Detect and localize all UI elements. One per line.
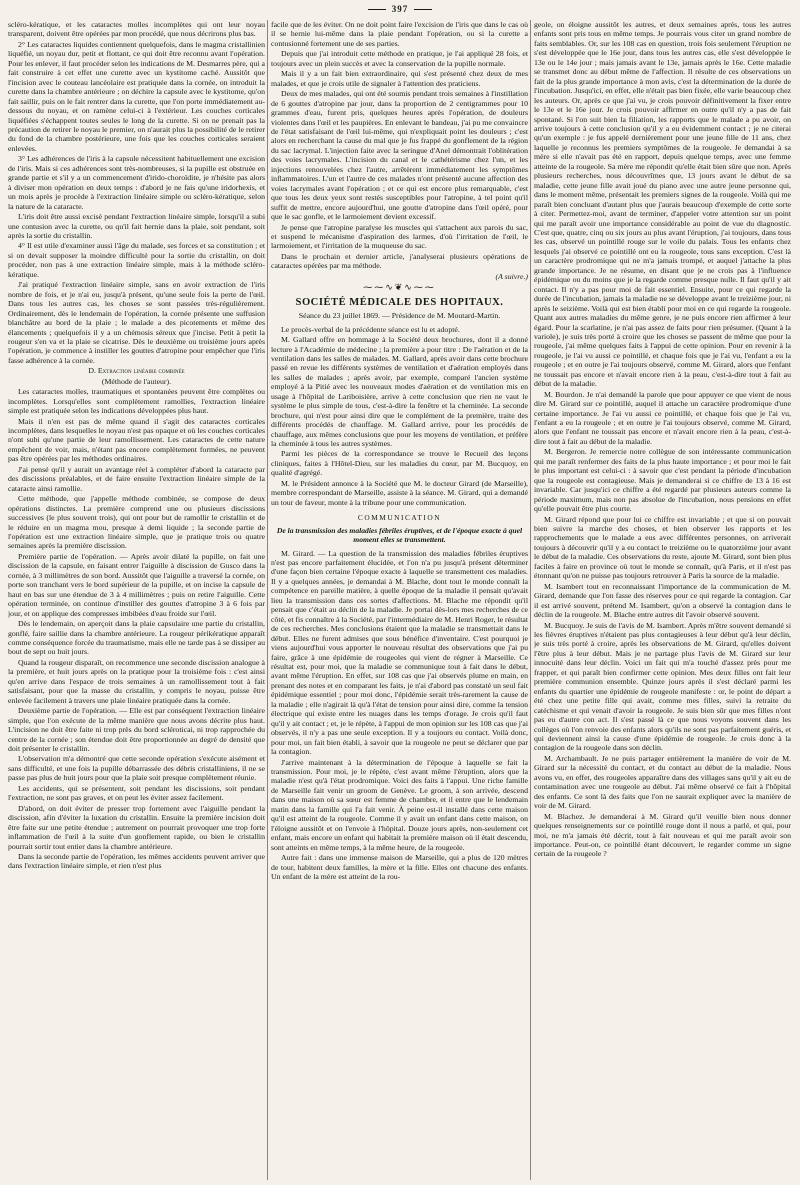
paragraph: M. Blachez. Je demanderai à M. Girard qu'il veuille bien nous donner quelques renseignements sur ce pointillé rouge dont il nous a parlé, et qui, pour moi, ne m'a jamais été décrit, tout à fait nouveau et qui me paraît avoir son importance. Peut-on, ce pointillé étant découvert, le regarder comme un signe certain de la rougeole ?	[534, 811, 791, 859]
communication-title: De la transmission des maladies fébriles éruptives, et de l'époque exacte à quel moment elles se transmettent.	[276, 525, 523, 545]
paragraph: Deux de mes malades, qui ont été soumis pendant trois semaines à l'instillation de 6 gouttes d'atropine par jour, dans la proportion de 2 centigrammes pour 10 grammes d'eau, furent pris, quelques heures après l'opération, de douleurs violentes dans l'œil et les paupières. En enlevant le bandeau, j'ai pu me convaincre de l'état satisfaisant de l'œil lui-même, qui n'expliquait point les douleurs ; c'est alors en recherchant la cause du mal que je fus frappé du gonflement de la région du sac lacrymal. L'injection faite avec la seringue d'Anel démontrait l'oblitération des voies lacrymales. L'incision du canal et le cathétérisme chez l'un, et les injections renouvelées chez l'autre, arrêtèrent immédiatement les symptômes inflammatoires. L'un et l'autre de ces malades n'ont présenté aucune affection des voies lacrymales avant l'opération ; et ce qui est encore plus remarquable, c'est que tous les deux yeux sont restés susceptibles pour l'atropine, à tel point qu'il suffit de mettre, encore aujourd'hui, une goutte d'atropine dans l'œil opéré, pour que le sac gonfle, et le larmoiement devient excessif.	[271, 89, 528, 222]
folio-rule-left	[368, 9, 386, 10]
paragraph: M. Bourdon. Je n'ai demandé la parole que pour appuyer ce que vient de nous dire M. Girard sur ce pointillé, auquel il attache un caractère prodromique d'une certaine importance. Je l'ai vu aussi ce pointillé, et chaque fois que je l'ai vu, l'enfant a eu la rougeole ; et en outre je l'ai toujours observé, comme M. Girard, alors que l'enfant ne toussait pas encore et n'avait encore rien à la peau, c'est-à-dire tout à fait au début de la maladie.	[534, 389, 791, 446]
paragraph: scléro-kératique, et les cataractes molles incomplètes qui ont leur noyau transparent, doivent être opérées par mon procédé, que nous décrirons plus bas.	[8, 20, 265, 39]
paragraph: geole, on éloigne aussitôt les autres, et deux semaines après, tous les autres enfants sont pris tous en même temps. Je pourrais vous citer un grand nombre de faits semblables. Or, sur les 108 cas en question, trois fois seulement l'éruption ne s'est développée que le 16e jour, dans tous les autres cas, elle s'est développée le 13e ou le 14e jour ; mais jamais avant le 13e, jamais après le 16e. Cette maladie se transmet donc au début même de l'affection. Il résulte de ces observations un fait de la plus grande importance à mon avis, c'est la détermination de la durée de l'incubation. Jusqu'ici, en effet, elle n'était pas bien fixée, elle varie beaucoup chez les auteurs. Or, après ce que j'ai vu, je crois pouvoir définitivement la fixer entre le 13e et le 16e jour. Je crois pouvoir affirmer en outre qu'il n'y a pas de fait spontané. Si l'on suit bien la filiation, les rapports que le malade a pu avoir, on arrive toujours à cette conclusion qu'il y a eu évidemment contact ; je ne citerai qu'un exemple : je fus appelé dernièrement pour une jeune fille de 11 ans, chez laquelle je reconnus les premiers symptômes de la rougeole. Je demandai à sa mère si elle n'avait pas été en rapport, depuis quelque temps, avec une femme atteinte de la rougeole. Sa mère me répondit qu'elle était bien sûre que non. Après plusieurs recherches, nous découvrîmes que, 13 jours avant le début de sa maladie, cette jeune fille avait joué du piano avec une autre jeune personne qui, dans le moment même, présentait les premiers signes de la rougeole. Voilà qui me paraît bien concluant d'autant plus que j'aurais beaucoup d'exemple de cette sorte à citer. Permettez-moi, avant de terminer, d'appeler votre attention sur un point qui me paraît avoir une importance considérable au point de vue du diagnostic. C'est que, quatre, cinq ou six jours au plus avant l'éruption, j'ai toujours, dans tous les cas, observé un pointillé rouge sur le voile du palais. Tous les enfants chez lesquels j'ai observé ce pointillé ont eu la rougeole, tous sans exception. C'est là un caractère prodromique qui ne m'a jamais trompé, et auquel j'attache la plus grande importance. Je ne résume, en disant que je ne crois pas à l'influence épidémique ou du moins que je la regarde comme presque nulle. Il faut qu'il y ait contact. Il n'y a pas pour moi de fait essentiel. Ensuite, pour ce qui regarde la durée de l'incubation, jamais la maladie ne se développe avant le treizième jour, ni après le seizième. Voilà qui est bien établi pour moi en ce qui regarde la rougeole. Quant aux autres maladies du même genre, je ne puis encore rien affirmer à leur égard. Pour la scarlatine, je n'ai pas assez de faits pour rien présumer. (Quant à la variole), je suis très porté à croire que les choses se passent de même que pour la rougeole, j'ai même quelques faits à l'appui de cette opinion. Pour en revenir à la rougeole, je l'ai vu aussi ce pointillé, et chaque fois que je l'ai vu, l'enfant a eu la rougeole ; et en outre je l'ai toujours observé, comme M. Girard, alors que l'enfant ne toussait pas encore et n'avait encore rien à la peau, c'est-à-dire tout à fait au début de la maladie.	[534, 20, 791, 389]
paragraph: M. Bergeron. Je remercie notre collègue de son intéressante communication qui me paraît renfermer des faits de la plus haute importance ; et pour moi le fait le plus important est celui-ci : à savoir que c'est pendant la période d'incubation que la rougeole est contagieuse. Mais je demanderai si ce chiffre de 13 à 16 est invariable. Car jusqu'ici ce chiffre a été regardé par plusieurs auteurs comme la période maximum, mais non pas absolue de l'incubation, nous pensions en effet qu'elle pouvait être plus courte.	[534, 447, 791, 514]
to-be-continued: (A suivre.)	[495, 271, 528, 281]
paragraph: L'iris doit être aussi excisé pendant l'extraction linéaire simple, lorsqu'il a subi une contusion avec la curette, ou qu'il fait hernie dans la plaie, soit pendant, soit après la sortie du cristallin.	[8, 212, 265, 240]
paragraph: M. Girard répond que pour lui ce chiffre est invariable ; et que si on pouvait bien suivre la marche des choses, et bien observer les rapports et les rapprochements que le malade a eus avec différentes personnes, on arriverait toujours à découvrir qu'il y a eu contact le treizième ou le quatorzième jour avant le début de la maladie. Ces observations du reste, ajoute M. Girard, sont bien plus faciles à faire en province où tout le monde se connaît, qu'à Paris, et il n'est pas étonnant qu'on ne puisse pas toujours retrouver à Paris la source de la maladie.	[534, 514, 791, 581]
paragraph: 2° Les cataractes liquides contiennent quelquefois, dans le magma cristallinien liquéfié, un noyau dur, petit et flottant, ce qui doit être reconnu avant l'opération. Pour les enlever, il faut procéder selon les indications de M. Desmarres père, qui a fait construire à cet effet une curette avec un kystitome caché. Aussitôt que l'incision avec le couteau lancéolaire est pratiquée dans la cornée, on introduit la curette dans la chambre antérieure ; on déchire la capsule avec le kystitome, qu'on fait saillir, puis on le fait rentrer dans la curette, que l'on porte immédiatement au-dessous du noyau, et on ramène celui-ci à l'extérieur. Les couches corticales liquéfiées s'échappent toutes seules le long de la curette. Si on ne prenait pas la précaution de retirer le noyau le premier, on n'aurait plus la possibilité de le retirer du fond de la chambre postérieure, une fois que les couches corticales seraient enlevées.	[8, 39, 265, 153]
paragraph: L'observation m'a démontré que cette seconde opération s'exécute aisément et sans difficulté, et une fois la pupille débarrassée des débris cristalliniens, il ne se passe pas plus de huit jours pour que la plaie soit presque complètement réunie.	[8, 754, 265, 783]
paragraph: Parmi les pièces de la correspondance se trouve le Recueil des leçons cliniques, faites à l'Hôtel-Dieu, sur les maladies du cœur, par M. Bucquoy, en qualité d'agrégé.	[271, 449, 528, 478]
page-folio	[0, 4, 800, 14]
paragraph: 4° Il est utile d'examiner aussi l'âge du malade, ses forces et sa constitution ; et si on devait supposer la moindre difficulté pour la sortie du cristallin, on doit procéder, non pas à une extraction linéaire simple, mais à la méthode scléro-kératique.	[8, 241, 265, 279]
paragraph: J'arrive maintenant à la détermination de l'époque à laquelle se fait la transmission. Pour moi, je le répète, c'est avant même l'éruption, alors que la maladie n'est qu'à l'état prodromique. Voici des faits à l'appui. Une riche famille de Marseille fait venir un groom de Genève. Le groom, à son arrivée, descend dans une maison où sa sœur est femme de chambre, et il entre que le lendemain matin dans la famille qui l'a fait venir. À peine est-il installé dans cette maison qu'il est atteint de la rougeole. Comme il y avait un enfant dans cette maison, on l'éloigne aussitôt et on l'envoie à l'hôpital. Douze jours après, non-seulement cet enfant, mais encore un enfant qui habitait la première maison où il était descendu, sont atteints en même temps, à la même heure, de la rougeole.	[271, 757, 528, 852]
paragraph: Dans le prochain et dernier article, j'analyserai plusieurs opérations de cataractes opérées par ma méthode.	[271, 251, 528, 271]
paragraph: M. Archambault. Je ne puis partager entièrement la manière de voir de M. Girard sur la nécessité du contact, et du contact au début de la maladie. Nous avons vu, en effet, des rougeoles apparaître dans des villages sans qu'il y ait eu de contamination avec une rougeole au début. J'ai même observé ce fait à l'hôpital des enfants. Ce sont là des faits que l'on ne saurait expliquer avec la manière de voir de M. Girard.	[534, 753, 791, 811]
paragraph: Mais il n'en est pas de même quand il s'agit des cataractes corticales incomplètes, dans lesquelles le noyau n'est pas opaque et où les couches corticales n'ont subi qu'une partie de leur ramollissement. Les cataractes de cette nature empêchent de voir, mais, n'étant pas encore complètement formées, ne peuvent pas être opérées par les méthodes ordinaires.	[8, 416, 265, 464]
paragraph: Quand la rougeur disparaît, on recommence une seconde discission analogue à la première, et huit jours après on la pratique pour la troisième fois : c'est ainsi qu'en arrive dans l'espace de trois semaines à un ramollissement tout à fait satisfaisant, pour que la masse du cristallin, y compris le noyau, puisse être enlevée facilement à travers une plaie linéaire pratiquée dans la cornée.	[8, 657, 265, 705]
communication-label: COMMUNICATION	[357, 513, 442, 523]
paragraph: Autre fait : dans une immense maison de Marseille, qui a plus de 120 mètres de tour, habitent deux familles, la mère et la fille. Elles ont chacune des enfants. Un enfant de la mère est atteint de la rou-	[271, 853, 528, 881]
paragraph: D'abord, on doit éviter de presser trop fortement avec l'aiguille pendant la discission, afin d'éviter la luxation du cristallin. Ensuite la première incision doit être faite sur une petite étendue ; autrement on pourrait provoquer une trop forte inflammation de l'œil à la suite d'un gonflement rapide, ou bien le cristallin pourrait sortir tout entier dans la chambre antérieure.	[8, 803, 265, 851]
paragraph: Les cataractes molles, traumatiques et spontanées peuvent être complètes ou incomplètes. Lorsqu'elles sont complètement ramollies, l'extraction linéaire simple est pratiquée selon les indications développées plus haut.	[8, 387, 265, 416]
paragraph: M. Gallard offre en hommage à la Société deux brochures, dont il a donné lecture à l'Académie de médecine ; la première a pour titre : De l'aération et de la ventilation dans les salles de malades. M. Gallard, après avoir dans cette brochure passé en revue les différents systèmes de ventilation et d'aération employés dans les salles de malades ; après avoir, par exemple, comparé l'ancien système employé à la Pitié avec les nouveaux modes d'aération et de ventilation mis en usage à l'hôpital de Lariboisière, arrive à cette conclusion que rien ne vaut le système le plus simple de tous, c'est-à-dire la fenêtre et la cheminée. La seconde brochure, qui n'est pour ainsi dire que le complément de la première, traite des différents procédés de chauffage. M. Gallard arrive, pour les procédés de chauffage, aux mêmes conclusions que pour les moyens de ventilation, et préfère la cheminée à tous les autres systèmes.	[271, 335, 528, 449]
paragraph: J'ai pensé qu'il y aurait un avantage réel à compléter d'abord la cataracte par des discissions préalables, et de faire ensuite l'extraction linéaire simple de la cataracte ainsi ramollie.	[8, 464, 265, 493]
paragraph: Je pense que l'atropine paralyse les muscles qui s'attachent aux parois du sac, et suspend le mécanisme d'aspiration des larmes, d'où l'irritation de l'œil, le larmoiement, et l'irritation de la muqueuse du sac.	[271, 222, 528, 251]
paragraph: facile que de les éviter. On ne doit point faire l'excision de l'iris que dans le cas où il se hernie lui-même dans la plaie pendant l'opération, ou si la curette a contusionné fortement une de ses parties.	[271, 20, 528, 48]
paragraph: 3° Les adhérences de l'iris à la capsule nécessitent habituellement une excision de l'iris. Mais si ces adhérences sont très-nombreuses, si la pupille est obstruée en grande partie et s'il y a un commencement d'irido-choroïdite, je n'hésite pas alors à diviser mon opération en deux temps : d'abord je ne fais qu'une iridorhexis, et un mois après je procède à l'extraction linéaire simple ou scléro-kératique, selon la nature de la cataracte.	[8, 154, 265, 211]
paragraph: Première partie de l'opération. — Après avoir dilaté la pupille, on fait une discission de la capsule, en faisant entrer l'aiguille à discission de Gusco dans la cornée, à 3 millimètres de son bord. Aussitôt que l'aiguille a traversé la cornée, on porte son tranchant vers le bord supérieur de la pupille, et on incise la capsule de haut en bas sur une étendue de 3 à 4 millimètres ; puis on retire l'aiguille. Cette opération terminée, on continue d'instiller des gouttes d'atropine 3 à 6 fois par jour, et on applique des compresses imbibées d'eau froide sur l'œil.	[8, 551, 265, 618]
session-line: Séance du 23 juillet 1869. — Présidence de M. Moutard-Martin.	[298, 311, 501, 321]
section-subtitle: (Méthode de l'auteur).	[101, 376, 172, 386]
column-1	[8, 20, 265, 1180]
paragraph: M. Girard. — La question de la transmission des maladies fébriles éruptives n'est pas encore parfaitement élucidée, et l'on n'a pu jusqu'à présent déterminer d'une façon bien certaine l'époque exacte à laquelle se transmettent ces maladies. Il y a quelques années, je demandai à M. Blache, dont tout le monde connaît la compétence en pareille matière, à quelle époque de la maladie il pensait qu'avait lieu la transmission dans ces sortes d'affections. M. Blache me répondit qu'il pensait que c'était au déclin de la maladie. Je portai dès-lors mes recherches de ce côté, et fis connaître à la Société, par l'intermédiaire de M. Henri Roger, le résultat de ces recherches. Mes conclusions étaient que la maladie se transmettait dans le début. Elles ne furent admises que sous bénéfice d'inventaire. C'est pourquoi je viens aujourd'hui vous apporter le nouveau résultat des observations que j'ai pu faire, grâce à une épidémie de rougeoles qui vient de régner à Marseille. Ce résultat est, pour moi, que la maladie se communique tout à fait dans le début, avant même l'éruption. En effet, sur 108 cas que j'ai observés plume en main, en prenant des notes et en comparant les faits, je n'ai d'abord pas constaté un seul fait épidémique essentiel ; pour moi donc, l'épidémie serait très-rarement la cause de la maladie ; elle n'agirait là qu'à l'état de tension pour ainsi dire, comme la tension électrique qui existe entre les nuages dans les temps d'orage. Je crois qu'il faut qu'il y ait contact ; et, je le répète, à l'appui de mon opinion sur les 108 cas que j'ai observés, il n'y a pas une seule exception. Il y a toujours eu contact. Voilà donc, pour moi, un fait bien établi, à savoir que la rougeole ne peut se déclarer que par la contagion.	[271, 548, 528, 757]
column-divider-1	[267, 20, 268, 1180]
paragraph: M. le Président annonce à la Société que M. le docteur Girard (de Marseille), membre correspondant de Marseille, assiste à la séance. M. Girard, qui a demandé un tour de faveur, monte à la tribune pour une communication.	[271, 478, 528, 507]
paragraph: J'ai pratiqué l'extraction linéaire simple, sans en avoir extraction de l'iris nombre de fois, et je n'ai eu, jusqu'à présent, qu'une seule fois la perte de l'œil. Dans tous les autres cas, les choses se sont passées très-régulièrement. Ordinairement, dès le lendemain de l'opération, la cornée présente une suffusion blanchâtre au bord de la plaie ; le malade a des picotements et même des élancements ; quelquefois il y a un chémosis séreux que j'incise. Petit à petit la rougeur s'en va et la plaie se cicatrise. Dès le deuxième ou troisième jours après l'opération, je commence à instiller les gouttes d'atropine pour empêcher que l'iris fasse adhérence à la cornée.	[8, 280, 265, 365]
paragraph: Dans la seconde partie de l'opération, les mêmes accidents peuvent arriver que dans l'extraction linéaire simple, et rien n'est plus	[8, 851, 265, 871]
paragraph: Mais il y a un fait bien extraordinaire, qui s'est présenté chez deux de mes malades, et que je crois utile de signaler à l'attention des praticiens.	[271, 69, 528, 88]
column-divider-2	[530, 20, 531, 1180]
paragraph: Le procès-verbal de la précédente séance est lu et adopté.	[281, 324, 460, 334]
paragraph: Depuis que j'ai introduit cette méthode en pratique, je l'ai appliqué 28 fois, et toujours avec un plein succès et avec la conservation de la pupille normale.	[271, 49, 528, 68]
folio-rule-right	[414, 9, 432, 10]
paragraph: Les accidents, qui se présentent, soit pendant les discissions, soit pendant l'extraction, ne sont pas graves, et on peut les éviter assez facilement.	[8, 783, 265, 803]
paragraph: M. Isambert tout en reconnaissant l'importance de la communication de M. Girard, demande que l'on fasse des réserves pour ce qui regarde la contagion. Car il est arrivé souvent, prétend M. Isambert, qu'on a observé la contagion dans le déclin de la rougeole. M. Blache entre autres dit l'avoir observé souvent.	[534, 581, 791, 620]
paragraph: Dès le lendemain, on aperçoit dans la plaie capsulaire une partie du cristallin, gonflé, faire saillie dans la chambre antérieure. La rougeur périkératique apparaît comme conséquence forcée du traumatisme, mais elle ne tarde pas à se dissiper au bout de sept ou huit jours.	[8, 619, 265, 657]
paragraph: Cette méthode, que j'appelle méthode combinée, se compose de deux opérations distinctes. La première comprend une ou plusieurs discissions successives (le plus souvent trois), qui ont pour but de ramollir le cristallin et de le réduire en un magma mou, presque à demi liquide ; la seconde partie de l'opération est une extraction linéaire simple, que je pratique trois ou quatre semaines après la première discission.	[8, 494, 265, 551]
column-2	[271, 20, 528, 1180]
ornament-separator: ⁓⁓∿❦∿⁓⁓	[363, 282, 436, 293]
section-title: D. Extraction linéaire combinée	[88, 366, 185, 376]
column-3	[534, 20, 791, 1180]
paragraph: M. Bucquoy. Je suis de l'avis de M. Isambert. Après m'être souvent demandé si les fièvres éruptives n'étaient pas plus contagieuses à leur début qu'à leur déclin, je suis très porté à croire, après les observations de M. Girard, qu'elles doivent l'être plus à leur début. Mais je ne partage plus l'avis de M. Girard sur leur innocuité dans leur déclin. Voici un fait qui m'a touché d'assez près pour me frapper, et qui paraît bien confirmer cette opinion. Mes deux filles ont fait leur première communion ensemble. Quinze jours après il s'est déclaré parmi les enfants du quartier une épidémie de rougeole manifeste : or, le point de départ a été chez une petite fille qui avait, comme mes filles, suivi la retraite du catéchisme et qui venait d'avoir la rougeole. Je suis bien sûr que mes filles n'ont pas eu d'autre con act. Il s'est passé là ce que nous voyons souvent dans les collèges où l'on renvoie des enfants alors qu'ils ne sont pas parfaitement guéris, et qui deviennent ainsi la cause d'une épidémie de rougeole. Je crois donc à la contagion de la rougeole dans son déclin.	[534, 620, 791, 753]
society-title: SOCIÉTÉ MÉDICALE DES HOPITAUX.	[295, 296, 504, 308]
folio-number: 397	[391, 4, 409, 14]
paragraph: Deuxième partie de l'opération. — Elle est par conséquent l'extraction linéaire simple, que l'on exécute de la même manière que nous avons décrite plus haut. L'incision ne doit être faite ni trop près du bord scléroticai, ni trop rapprochée du centre de la cornée ; son étendue doit être proportionnée au degré de densité que doit présenter le cristallin.	[8, 706, 265, 753]
